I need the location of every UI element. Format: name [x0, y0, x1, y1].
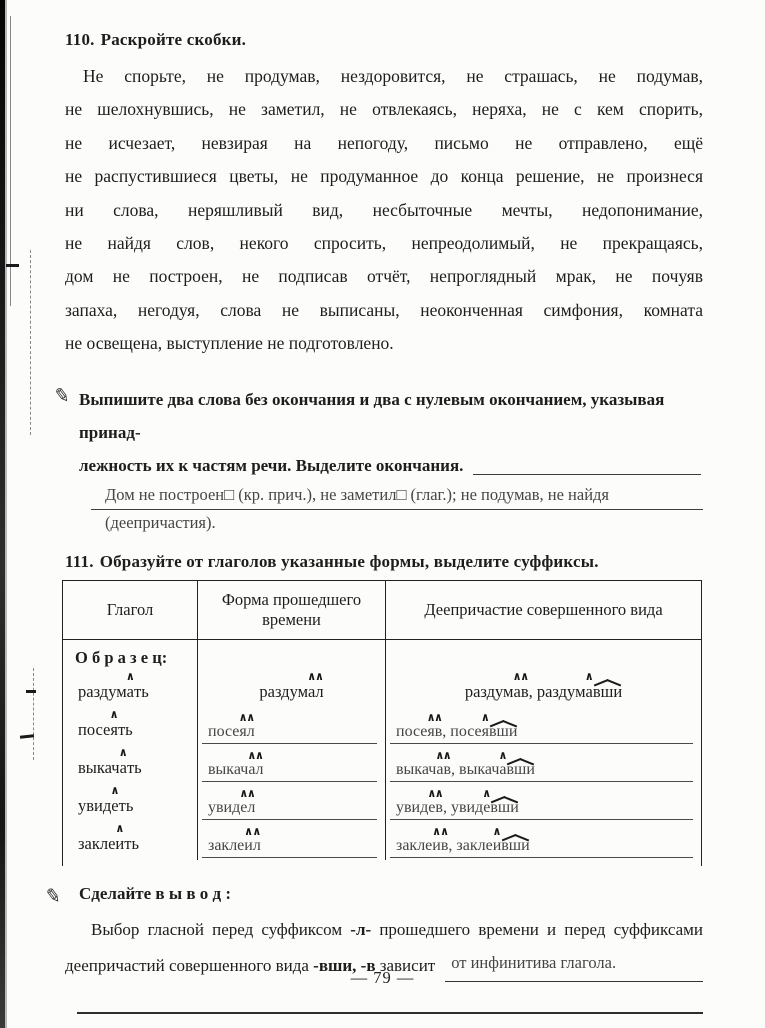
verb-cell: посе ∧ я ть: [63, 707, 197, 745]
spacer-cell: [386, 640, 701, 668]
task-1-text: лежность их к частям речи. Выделите окончания.: [79, 455, 464, 475]
pencil-icon: ✎: [52, 384, 72, 408]
task-1-text-line: Выпишите два слова без окончания и два с нулевым окончанием, указывая принад-: [79, 389, 665, 442]
scan-artifact-line: [33, 668, 34, 760]
exercise-111-heading: [65, 552, 703, 572]
text-line: не распустившиеся цветы, не продуманное до конца решение, не произнеся: [65, 166, 703, 187]
handwritten-conclusion-answer: от инфинитива глагола.: [445, 946, 703, 982]
table-header-row: [63, 581, 701, 640]
column-past-form: [197, 640, 385, 860]
column-adverbial-participle: [385, 640, 701, 860]
exercise-110-text: [65, 60, 703, 361]
exercise-110-number: 110.: [65, 30, 95, 49]
conclusion-line-1: [65, 913, 703, 946]
page-number: — 79 —: [350, 968, 415, 987]
adverbial-answer: выкач ∧ а ∧ в , выкач ∧ а вши: [386, 746, 701, 784]
suffix-l-label: -л-: [350, 919, 372, 939]
text-line: запаха, негодуя, слова не выписаны, неоконченная симфония, комната: [65, 299, 703, 320]
verb-forms-table: [62, 580, 702, 866]
past-form-answer: увид ∧ е ∧ л: [198, 784, 385, 822]
conclusion-text-part: Выбор гласной перед суффиксом: [91, 919, 351, 939]
conclusion-text-part: зависит: [375, 955, 436, 975]
adverbial-answer: закле ∧ и ∧ в , закле ∧ и вши: [386, 822, 701, 860]
answer-blank-line: [77, 996, 703, 1014]
past-form-answer: выкач ∧ а ∧ л: [198, 746, 385, 784]
scan-artifact-line: [10, 16, 11, 306]
column-header-verb: Глагол: [106, 599, 154, 619]
text-line: ни слова, неряшливый вид, несбыточные мечты, недопонимание,: [65, 199, 703, 220]
conclusion-text: [65, 913, 703, 1014]
written-task-1: [45, 383, 703, 536]
spacer-cell: [198, 640, 385, 668]
text-line: не шелохнувшись, не заметил, не отвлекаясь, неряха, не с кем спорить,: [65, 99, 703, 120]
conclusion-heading: Сделайте в ы в о д :: [79, 883, 232, 903]
conclusion-task: [45, 884, 703, 909]
verb-cell: выкач ∧ а ть: [63, 745, 197, 783]
table-body: [63, 640, 701, 866]
adverbial-example: раздум ∧ а ∧ в , раздум ∧ а вши: [386, 668, 701, 708]
exercise-111-number: 111.: [65, 551, 94, 571]
column-header-adverbial-participle: Деепричастие совершенного вида: [385, 581, 701, 639]
text-line: не исчезает, невзирая на непогоду, письмо не отправлено, ещё: [65, 132, 703, 153]
verb-cell: раздум ∧ а ть: [63, 668, 197, 707]
suffix-vshi-v-label: -вши, -в: [313, 955, 376, 975]
adverbial-answer: увид ∧ е ∧ в , увид ∧ е вши: [386, 784, 701, 822]
exercise-111-title: Образуйте от глаголов указанные формы, выделите суффиксы.: [99, 551, 599, 571]
handwritten-answer-text: Дом не построен□ (кр. прич.), не заметил□ (глаг.); не подумав, не найдя: [105, 484, 610, 504]
past-form-example: раздум ∧ а ∧ л: [198, 668, 385, 708]
scan-artifact-mark: [6, 264, 19, 267]
text-line: Не спорьте, не продумав, нездоровится, не страшась, не подумав,: [83, 66, 703, 86]
text-line: не найдя слов, некого спросить, непреодолимый, не прекращаясь,: [65, 233, 703, 254]
scan-artifact-line: [30, 250, 31, 435]
handwritten-answer-line-1: [91, 484, 703, 510]
text-line: дом не построен, не подписав отчёт, непроглядный мрак, не почуяв: [65, 266, 703, 287]
exercise-110-title: Раскройте скобки.: [100, 30, 247, 49]
adverbial-answer: посе ∧ я ∧ в , посе ∧ я вши: [386, 708, 701, 746]
column-header-past-form: Форма прошедшего времени: [197, 581, 385, 639]
verb-cell: увид ∧ е ть: [63, 783, 197, 821]
past-form-answer: закле ∧ и ∧ л: [198, 822, 385, 860]
scan-artifact-mark: [26, 690, 36, 693]
conclusion-text-part: прошедшего времени и перед суффиксами: [371, 919, 703, 939]
scan-artifact-mark: [20, 734, 34, 738]
sample-label: О б р а з е ц:: [75, 647, 168, 667]
conclusion-text-part: деепричастий совершенного вида: [65, 955, 314, 975]
verb-cell: закле ∧ и ть: [63, 821, 197, 859]
handwritten-answer-line-2: (деепричастия).: [105, 512, 216, 532]
scan-binding-edge-shadow: [5, 0, 7, 1028]
task-1-body: [79, 383, 703, 536]
past-form-answer: посе ∧ я ∧ л: [198, 708, 385, 746]
task-1-text-line: [79, 449, 703, 482]
exercise-110-heading: [65, 30, 703, 50]
answer-blank-line: [473, 474, 701, 475]
column-verbs: [63, 640, 197, 860]
pencil-icon: ✎: [43, 884, 63, 908]
text-line: не освещена, выступление не подготовлено.: [65, 333, 394, 354]
page-content: [43, 0, 703, 1014]
